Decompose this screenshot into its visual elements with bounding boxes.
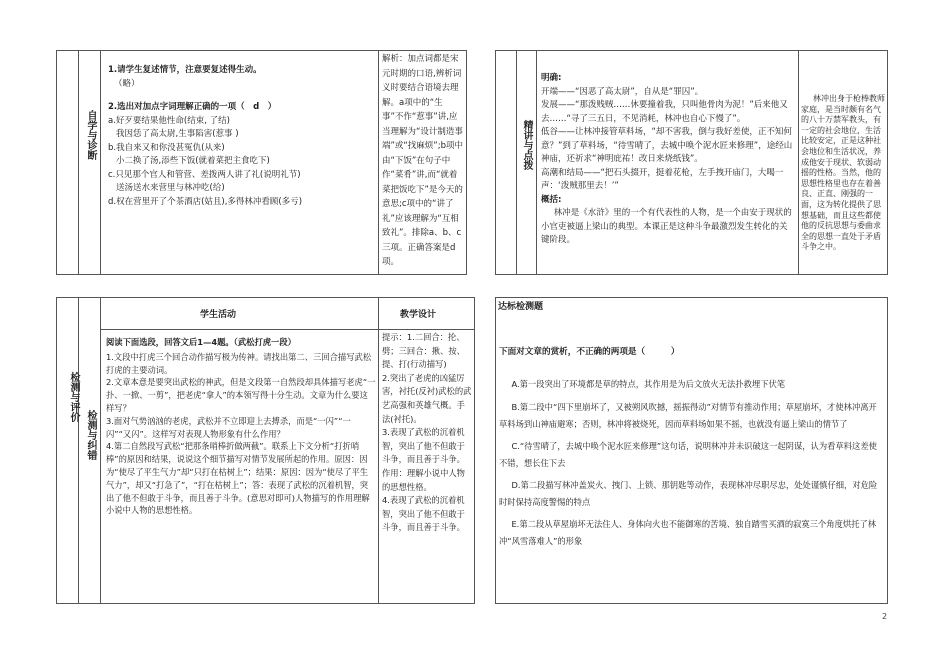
option-b-text: B.第二段中“四下里崩坏了，又被朔风吹撼，摇振得动”对情节有推动作用；草屋崩坏，才使林冲离开草料场到山神庙避寒；否则，林冲将被烧死，因而草料场如果不摇，也就没有逼上梁山的情节了	[499, 402, 877, 429]
summary-title: 概括:	[541, 194, 562, 205]
section-label-self-study: 自学与诊断	[85, 110, 96, 160]
assessment-header: 达标检测题	[498, 302, 544, 312]
option-c-text: C.“待雪晴了，去城中唤个泥水匠来修理”这句话，说明林冲并未识破这一起阴谋，认为看草料这差使不错，想长住下去	[499, 441, 877, 468]
design-notes	[382, 331, 472, 601]
q1-heading: 1.请学生复述情节，注意要复述得生动。	[108, 65, 262, 75]
plot-line-1: 开端——“因恶了高太尉”，自从是“罪囚”。	[541, 86, 704, 97]
assessment-content	[499, 345, 885, 601]
side-note: 林冲出身于枪棒教师家庭，是当时颇有名气的八十万禁军教头，有一定的社会地位，生活比较安定，正是这种社会地位和生活状况，养成他安于现状、软弱动摇的性格。当然，他的思想性格里也存在着善良、正直、刚强的一面，这为转化提供了思想基础，而且这些都使他的反抗思想与委曲求全的思想一直处于矛盾斗争之中。	[801, 94, 885, 252]
design-note-2: 2.突出了老虎的凶猛厉害，衬托(反衬)武松的武艺高强和英雄气概。手法(衬托)。	[382, 372, 472, 424]
option-c-2: 送汤送水来营里与林冲吃(给)	[116, 183, 225, 193]
analysis-text: 解析：加点词都是宋元时期的口语,辨析词义时要结合语境去理解。a项中的“生事”不作“惹事”讲,应当理解为“设计制造事端”或“找麻烦”;b项中由“下饭”在句子中作“菜肴”讲,而“就着菜把饭吃下”是今天的意思;c项中的“讲了礼”应该理解为“互相致礼”。排除a、b、c三项。正确答案是d项。	[382, 54, 463, 267]
reading-q2: 2.文章本意是要突出武松的神武，但是文段第一自然段却具体描写老虎“一扑、一掀、一剪”，把老虎“拿人”的本领写得十分生动。文章为什么要这样写？	[106, 377, 376, 413]
design-note-4: 4.表现了武松的沉着机智，突出了他不但敢于斗争，而且善于斗争。	[382, 495, 465, 533]
option-c: c.只见那个官人和管营、差拨两人讲了礼(说明礼节)	[108, 169, 301, 180]
option-e-text: E.第二段从草屋崩坏无法住人、身体向火也不能御寒的苦境、独自踏雪买酒的寂寞三个角度烘托了林冲“风雪落难人”的形象	[499, 519, 877, 546]
reading-q1: 1.文段中打虎三个回合动作描写极为传神。请找出第二、三回合描写武松打虎的主要动词。	[106, 351, 372, 375]
plot-line-2: 发展——“那泼贱贼……休要撞着我，只叫他骨肉为泥！”后来他又去……“寻了三五日，不见消耗，林冲也自心下慢了”。	[541, 100, 788, 124]
reading-q4: 4.第二自然段写武松“把那条哨棒折做两截”。联系上下文分析“打折哨棒”的原因和结果，说说这个细节描写对情节发展所起的作用。原因：因为“使尽了平生气力”却“只打在枯树上”；结果：原因：因为“使尽了平生气力”，却又“打急了”，“打在枯树上”；答：表现了武松的沉着机智，突出了他不但敢于斗争，而且善于斗争。(意思对即可)人物描写的作用理解小说中人物的思想性格。	[106, 441, 370, 516]
option-a-text: A.第一段突出了环境都是草的特点，其作用是为后文放火无法扑救埋下伏笔	[511, 379, 786, 389]
design-note-1: 提示：1.二回合：抡、劈；三回合：揪、按、提、打(行动描写)	[382, 332, 465, 370]
page-number: 2	[882, 612, 888, 621]
option-b: b.我自来又和你没甚冤仇(从来)	[108, 142, 225, 153]
explain-content	[541, 72, 795, 272]
assessment-question: 下面对文章的赏析，不正确的两项是（ ）	[499, 347, 680, 357]
option-a: a.好歹要结果他性命(结束, 了结)	[108, 115, 230, 126]
option-b-2: 小二换了汤,添些下饭(就着菜把主食吃下)	[116, 156, 270, 166]
answer-title: 明确:	[541, 73, 562, 83]
option-a-2: 我因恁了高太尉,生事陷害(惹事 )	[116, 129, 239, 139]
option-d-text: D.第二段描写林冲盖炭火、拽门、上锁、那钥匙等动作，表现林冲尽职尽忠，处处谨慎仔细，对危险时时保持高度警惕的特点	[499, 480, 878, 507]
q1-answer: （略）	[114, 78, 140, 89]
option-d: d.权在营里开了个茶酒店(姑且),多得林冲看顾(多亏)	[108, 196, 303, 207]
section-label-explain: 精讲与点拨	[521, 120, 532, 170]
summary-text: 林冲是《水浒》里的一个有代表性的人物，是一个由安于现状的小官吏被逼上梁山的典型。本课正是这种斗争最激烈发生转化的关键阶段。	[541, 208, 792, 245]
header-teaching-design: 教学设计	[400, 310, 437, 320]
section-label-correct: 检测与纠错	[85, 410, 96, 460]
section-label-test: 检测与评价	[68, 372, 79, 422]
self-study-questions	[108, 64, 374, 272]
q2-heading: 2.选出对加点字词理解正确的一项（ d ）	[108, 102, 277, 112]
reading-q3: 3.面对气势汹汹的老虎，武松并不立即迎上去搏杀，而是“一闪”“一闪”“又闪”。这样写对表现人物形象有什么作用？	[106, 415, 351, 439]
header-student-activity: 学生活动	[200, 310, 237, 320]
reading-title: 阅读下面选段，回答文后1—4题。（武松打虎一段）	[106, 337, 296, 347]
reading-questions	[106, 336, 376, 601]
design-note-3: 3.表现了武松的沉着机智，突出了他不但敢于斗争，而且善于斗争。作用：理解小说中人物的思想性格。	[382, 427, 465, 492]
plot-line-3: 低谷——让林冲接管草料场，“却不害我，倒与我好差使，正不知何意？”到了草料场，“待雪晴了，去城中唤个泥水匠来修理”，途经山神庙，还祈求“神明庇祐！改日来烧纸钱”。	[541, 127, 793, 164]
plot-line-4: 高潮和结局——“把石头掇开，挺着花枪，左手拽开庙门，大喝一声：‘泼贼那里去！’”	[541, 167, 784, 191]
